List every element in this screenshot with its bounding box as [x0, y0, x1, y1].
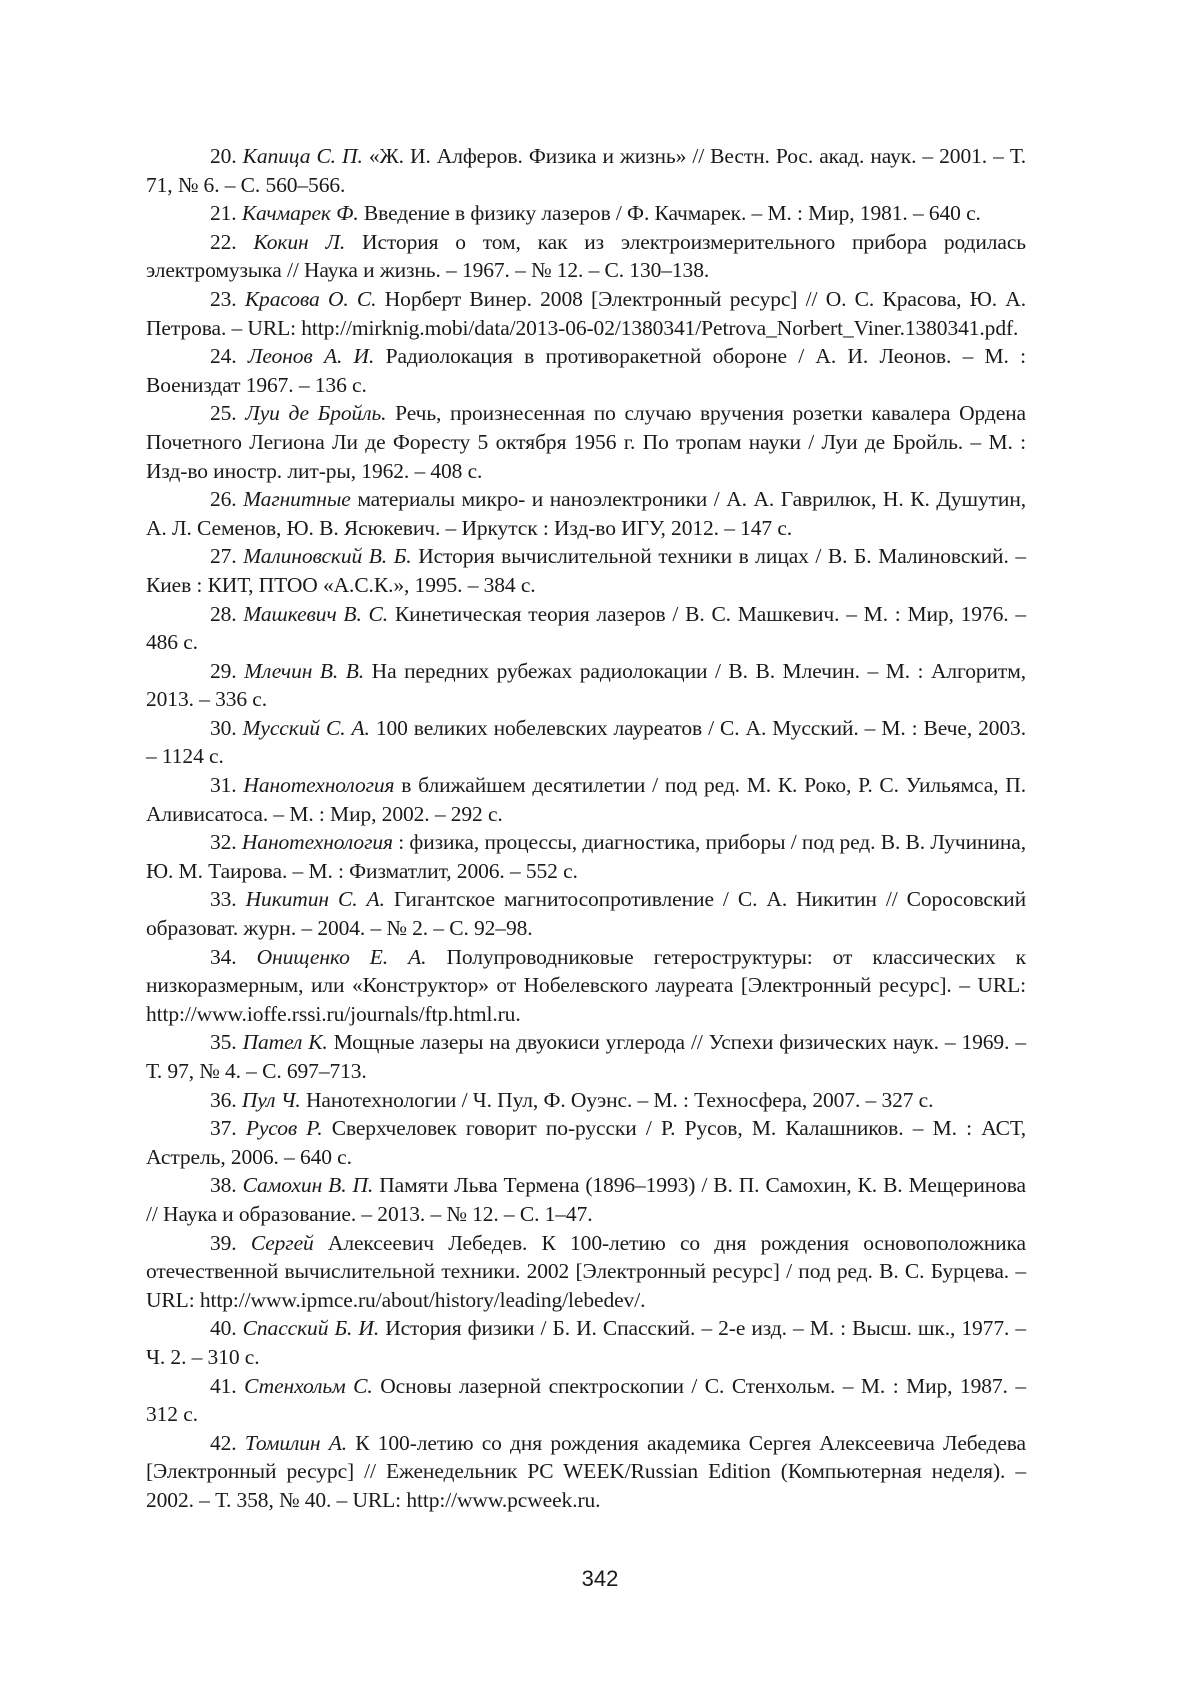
entry-number: 35. — [210, 1030, 237, 1055]
bibliography-entry — [146, 342, 1026, 399]
entry-text: Гигантское магнитосопротивление / С. А. Никитин // Соросовский образоват. журн. – 2004. – № 2. – С. 92–98. — [146, 887, 1026, 941]
entry-author: Онищенко Е. А. — [256, 944, 427, 969]
entry-text: Мощные лазеры на двуокиси углерода // Успехи физических наук. – 1969. – Т. 97, № 4. – С. 697–713. — [146, 1030, 1026, 1083]
entry-number: 38. — [210, 1173, 237, 1198]
entry-text: : физика, процессы, диагностика, приборы / под ред. В. В. Лучинина, Ю. М. Таирова. – М. : Физматлит, 2006. – 552 с. — [146, 830, 1026, 883]
bibliography-entry — [146, 142, 1026, 199]
entry-text: Норберт Винер. 2008 [Электронный ресурс] // О. С. Красова, Ю. А. Петрова. – URL: http://mirknig.mobi/data/2013-06-02/1380341/Petrova_Norbert_Viner.1380341.pdf. — [146, 286, 1026, 340]
bibliography-entry — [146, 1171, 1026, 1228]
entry-author: Пател К. — [242, 1030, 328, 1055]
bibliography-entry — [146, 228, 1026, 285]
bibliography-entry — [146, 399, 1026, 485]
entry-text: Речь, произнесенная по случаю вручения розетки кавалера Ордена Почетного Легиона Ли де Форесту 5 октября 1956 г. По тропам науки / Луи де Бройль. – М. : Изд-во иностр. лит-ры, 1962. – 408 с. — [146, 401, 1026, 483]
entry-text: История о том, как из электроизмерительного прибора родилась электромузыка // Наука и жизнь. – 1967. – № 12. – С. 130–138. — [146, 229, 1026, 283]
entry-author: Млечин В. В. — [244, 658, 365, 683]
entry-author: Нанотехнология — [243, 773, 395, 798]
entry-number: 24. — [210, 344, 237, 369]
entry-number: 21. — [210, 201, 237, 226]
bibliography-entry — [146, 885, 1026, 942]
page-number: 342 — [581, 1566, 619, 1591]
bibliography-entry — [146, 485, 1026, 542]
entry-number: 33. — [210, 887, 237, 912]
entry-number: 28. — [210, 601, 237, 626]
entry-author: Сергей — [250, 1230, 314, 1255]
entry-author: Машкевич В. С. — [243, 601, 389, 626]
entry-author: Стенхольм С. — [244, 1373, 373, 1398]
entry-author: Качмарек Ф. — [241, 201, 359, 226]
entry-number: 42. — [210, 1430, 237, 1455]
entry-author: Самохин В. П. — [242, 1173, 374, 1198]
entry-number: 31. — [210, 773, 237, 798]
entry-author: Капица С. П. — [242, 144, 363, 168]
entry-text: Кинетическая теория лазеров / В. С. Машкевич. – М. : Мир, 1976. – 486 с. — [146, 601, 1026, 655]
entry-number: 34. — [210, 944, 237, 969]
entry-text: На передних рубежах радиолокации / В. В. Млечин. – М. : Алгоритм, 2013. – 336 с. — [146, 658, 1027, 712]
entry-author: Нанотехнология — [241, 830, 393, 855]
bibliography-entry — [146, 285, 1026, 342]
bibliography-list — [146, 142, 1026, 1515]
entry-text: Введение в физику лазеров / Ф. Качмарек. – М. : Мир, 1981. – 640 с. — [363, 201, 981, 226]
entry-text: 100 великих нобелевских лауреатов / С. А. Мусский. – М. : Вече, 2003. – 1124 с. — [146, 715, 1026, 769]
bibliography-entry — [146, 714, 1026, 771]
entry-text: Радиолокация в противоракетной обороне / А. И. Леонов. – М. : Воениздат 1967. – 136 с. — [146, 344, 1027, 397]
entry-author: Леонов А. И. — [247, 344, 375, 369]
bibliography-entry — [146, 943, 1026, 1029]
bibliography-entry — [146, 600, 1026, 657]
entry-text: Сверхчеловек говорит по-русски / Р. Русов, М. Калашников. – М. : АСТ, Астрель, 2006. – 640 с. — [146, 1116, 1026, 1169]
entry-author: Никитин С. А. — [245, 887, 385, 912]
bibliography-entry — [146, 1028, 1026, 1085]
entry-author: Красова О. С. — [244, 286, 377, 311]
entry-number: 37. — [210, 1116, 237, 1141]
entry-text: Нанотехнологии / Ч. Пул, Ф. Оуэнс. – М. : Техносфера, 2007. – 327 с. — [305, 1087, 934, 1112]
entry-number: 40. — [210, 1316, 237, 1341]
entry-number: 30. — [210, 715, 237, 740]
bibliography-entry — [146, 771, 1026, 828]
entry-text: К 100-летию со дня рождения академика Сергея Алексеевича Лебедева [Электронный ресурс] // Еженедельник PC WEEK/Russian Edition (Компьютерная неделя). – 2002. – Т. 358, № 40. – URL: http://www.pcweek.ru. — [146, 1430, 1026, 1512]
entry-text: в ближайшем десятилетии / под ред. М. К. Роко, Р. С. Уильямса, П. Аливисатоса. – М. : Мир, 2002. – 292 с. — [146, 773, 1027, 826]
entry-number: 29. — [210, 658, 237, 683]
entry-text: История физики / Б. И. Спасский. – 2-е изд. – М. : Высш. шк., 1977. – Ч. 2. – 310 с. — [146, 1316, 1026, 1369]
entry-number: 39. — [210, 1230, 237, 1255]
entry-author: Луи де Бройль. — [245, 401, 387, 426]
entry-number: 41. — [210, 1373, 237, 1398]
entry-number: 23. — [210, 286, 237, 311]
bibliography-entry — [146, 199, 1026, 228]
bibliography-entry — [146, 1229, 1026, 1315]
entry-number: 32. — [210, 830, 237, 855]
entry-author: Малиновский В. Б. — [243, 544, 412, 569]
entry-author: Мусский С. А. — [242, 715, 370, 740]
entry-number: 27. — [210, 544, 237, 569]
entry-number: 26. — [210, 487, 237, 512]
entry-author: Кокин Л. — [253, 229, 346, 254]
bibliography-entry — [146, 1372, 1026, 1429]
bibliography-entry — [146, 1429, 1026, 1515]
entry-text: «Ж. И. Алферов. Физика и жизнь» // Вестн. Рос. акад. наук. – 2001. – Т. 71, № 6. – С. 560–566. — [146, 144, 1027, 197]
entry-text: материалы микро- и наноэлектроники / А. А. Гаврилюк, Н. К. Душутин, А. Л. Семенов, Ю. В. Ясюкевич. – Иркутск : Изд-во ИГУ, 2012. – 147 с. — [146, 487, 1027, 540]
entry-author: Магнитные — [243, 487, 351, 512]
entry-number: 36. — [210, 1087, 237, 1112]
bibliography-entry — [146, 657, 1026, 714]
entry-author: Русов Р. — [245, 1116, 323, 1141]
entry-number: 25. — [210, 401, 237, 426]
entry-number: 20. — [210, 144, 237, 168]
entry-text: Алексеевич Лебедев. К 100-летию со дня рождения основоположника отечественной вычислительной техники. 2002 [Электронный ресурс] / под ред. В. С. Бурцева. – URL: http://www.ipmce.ru/about/history/leading/lebedev/. — [146, 1230, 1026, 1312]
entry-author: Спасский Б. И. — [242, 1316, 380, 1341]
bibliography-entry — [146, 542, 1026, 599]
entry-author: Томилин А. — [244, 1430, 348, 1455]
bibliography-entry — [146, 1314, 1026, 1371]
entry-text: История вычислительной техники в лицах / В. Б. Малиновский. – Киев : КИТ, ПТОО «А.С.К.», 1995. – 384 с. — [146, 544, 1027, 597]
entry-text: Основы лазерной спектроскопии / С. Стенхольм. – М. : Мир, 1987. – 312 с. — [146, 1373, 1026, 1427]
entry-author: Пул Ч. — [241, 1087, 301, 1112]
entry-text: Памяти Льва Термена (1896–1993) / В. П. Самохин, К. В. Мещеринова // Наука и образование. – 2013. – № 12. – С. 1–47. — [146, 1173, 1026, 1226]
entry-number: 22. — [210, 229, 237, 254]
bibliography-entry — [146, 1086, 1026, 1115]
bibliography-entry — [146, 1114, 1026, 1171]
bibliography-entry — [146, 828, 1026, 885]
entry-text: Полупроводниковые гетероструктуры: от классических к низкоразмерным, или «Конструктор» от Нобелевского лауреата [Электронный ресурс]. – URL: http://www.ioffe.rssi.ru/journals/ftp.html.ru. — [146, 944, 1026, 1026]
